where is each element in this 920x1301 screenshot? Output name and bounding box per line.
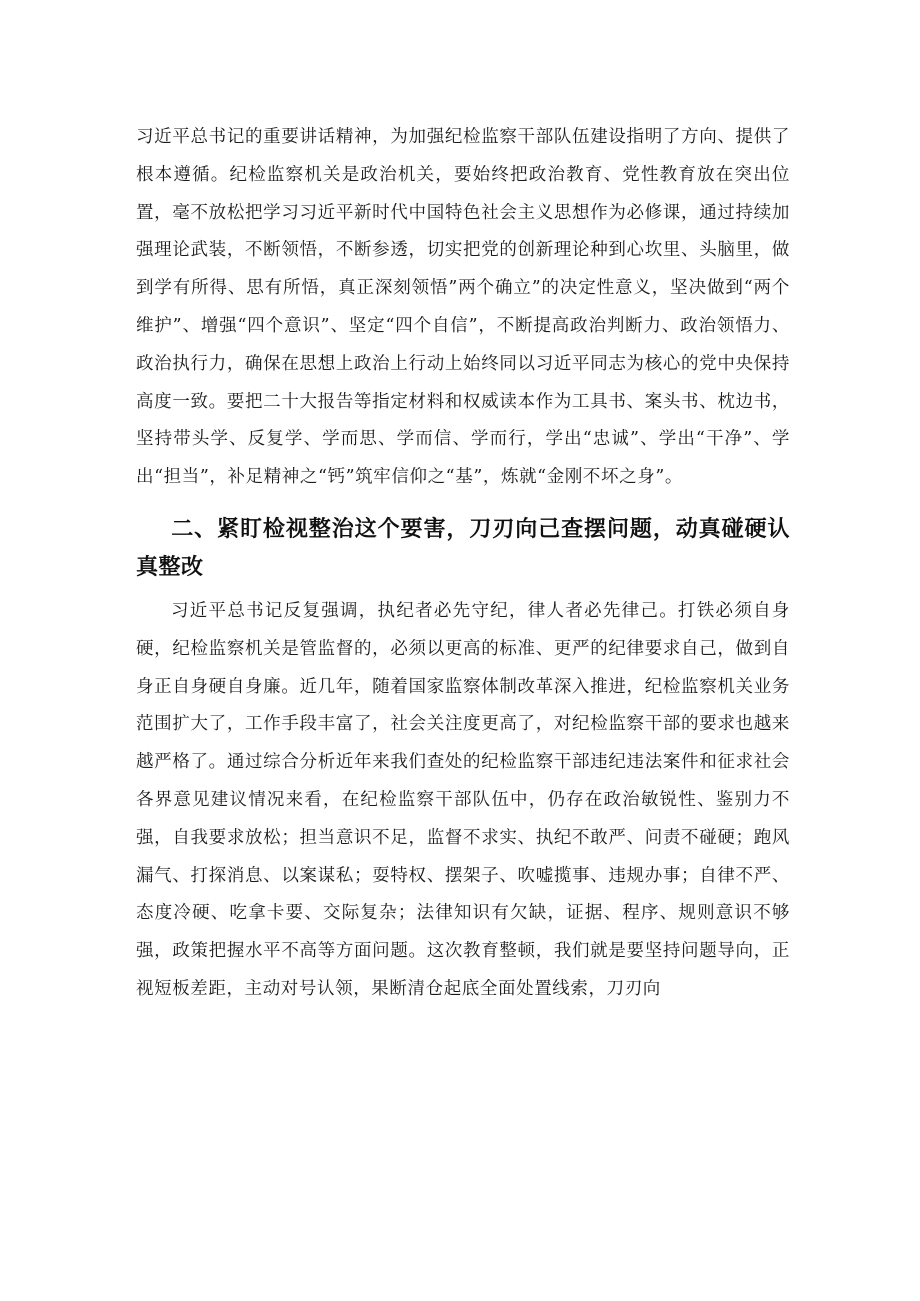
paragraph-self-discipline: 习近平总书记反复强调，执纪者必先守纪，律人者必先律己。打铁必须自身硬，纪检监察机关是管监督的，必须以更高的标准、更严的纪律要求自己，做到自身正自身硬自身廉。近几年，随着国家监察体制改革深入推进，纪检监察机关业务范围扩大了，工作手段丰富了，社会关注度更高了，对纪检监察干部的要求也越来越严格了。通过综合分析近年来我们查处的纪检监察干部违纪违法案件和征求社会各界意见建议情况来看，在纪检监察干部队伍中，仍存在政治敏锐性、鉴别力不强，自我要求放松；担当意识不足，监督不求实、执纪不敢严、问责不碰硬；跑风漏气、打探消息、以案谋私；耍特权、摆架子、吹嘘揽事、违规办事；自律不严、态度冷硬、吃拿卡要、交际复杂；法律知识有欠缺，证据、程序、规则意识不够强，政策把握水平不高等方面问题。这次教育整顿，我们就是要坚持问题导向，正视短板差距，主动对号认领，果断清仓起底全面处置线索，刀刃向 <box>136 600 790 999</box>
section-heading-2: 二、紧盯检视整治这个要害，刀刃向己查摆问题，动真碰硬认真整改 <box>136 516 790 580</box>
paragraph-political-education: 习近平总书记的重要讲话精神，为加强纪检监察干部队伍建设指明了方向、提供了根本遵循。纪检监察机关是政治机关，要始终把政治教育、党性教育放在突出位置，毫不放松把学习习近平新时代中国特色社会主义思想作为必修课，通过持续加强理论武装，不断领悟，不断参透，切实把党的创新理论种到心坎里、头脑里，做到学有所得、思有所悟，真正深刻领悟”两个确立”的决定性意义，坚决做到“两个维护”、增强“四个意识”、坚定“四个自信”，不断提高政治判断力、政治领悟力、政治执行力，确保在思想上政治上行动上始终同以习近平同志为核心的党中央保持高度一致。要把二十大报告等指定材料和权威读本作为工具书、案头书、枕边书，坚持带头学、反复学、学而思、学而信、学而行，学出“忠诚”、学出“干净”、学出“担当”，补足精神之“钙”筑牢信仰之“基”，炼就“金刚不坏之身”。 <box>136 127 790 488</box>
document-body <box>136 119 790 1009</box>
